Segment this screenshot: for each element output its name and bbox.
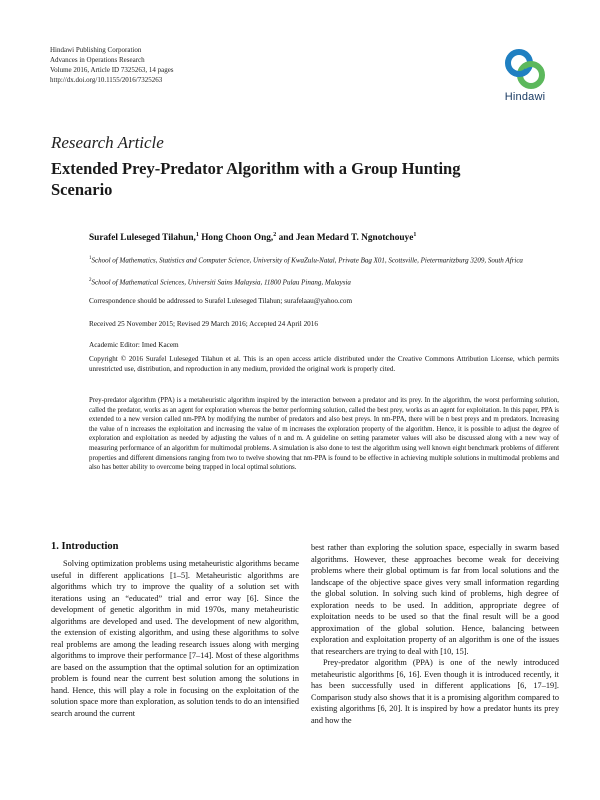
academic-editor: Academic Editor: Imed Kacem [89,341,179,349]
affiliation-mark: 2 [89,278,92,283]
doi-link[interactable]: http://dx.doi.org/10.1155/2016/7325263 [50,76,163,84]
body-paragraph: best rather than exploring the solution space, especially in swarm based algorithms. However, these approaches become weak for deceiving problems where their global optimum is far from local solutions and the landscape of the objective space gives very small information regarding the global solution. In solving such kind of problems, high degree of exploration needs to be used. In addition, appropriate degree of exploitation needs to be used so that the final result will be a good approximation of the global solution. Hence, balancing between exploration and exploitation property of an algorithm is one of the issues that researchers are trying to deal with [10, 15]. [311,543,559,656]
section-heading: 1. Introduction [51,541,119,552]
body-paragraph: Solving optimization problems using metaheuristic algorithms became useful in different applications [1–5]. Metaheuristic algorithms are algorithms which try to improve the quality of a solution set with iterations using an “educated” trial and error way [6]. Since the development of genetic algorithm in mid 1970s, many metaheuristic algorithms are developed and used. The development of new algorithm, the extension of existing algorithm, and using these algorithms to solve real problems are among the leading research issues along with merging algorithms to improve their performance [7–14]. Most of these algorithms are based on the assumption that the optimal solution for an optimization problem is found near the current best solution among the solutions in hand. Hence, this will play a role in focusing on the exploitation of the solution space more than exploration, as solution tends to do an intensified search around the current [51,559,299,718]
correspondence: Correspondence should be addressed to Surafel Luleseged Tilahun; surafelaau@yahoo.com [89,297,353,305]
copyright-notice: Copyright © 2016 Surafel Luleseged Tilahun et al. This is an open access article distributed under the Creative Commons Attribution License, which permits unrestricted use, distribution, and reproduction in any medium, provided the original work is properly cited. [89,355,559,373]
paper-title: Extended Prey-Predator Algorithm with a Group Hunting Scenario [51,159,461,199]
affiliation-text: School of Mathematics, Statistics and Computer Science, University of KwaZulu-Natal, Private Bag X01, Scottsville, Pietermaritzburg 3209, South Africa [91,256,523,265]
hindawi-logo [493,46,557,106]
affiliation [89,276,559,288]
abstract: Prey-predator algorithm (PPA) is a metaheuristic algorithm inspired by the interaction between a predator and its prey. In the algorithm, the worst performing solution, called the predator, works as an agent for exploration whereas the better performing solution, called the best prey, works as an agent for exploitation. In this paper, PPA is extended to a new version called nm-PPA by modifying the number of predators and also best preys. In nm-PPA, there will be n best preys and m predators. Increasing the value of n increases the exploitation and increasing the value of m increases the exploration property of the algorithm. Hence, it is possible to adjust the degree of exploration and exploitation as needed by adjusting the values of n and m. A guideline on setting parameter values will also be discussed along with a new way of measuring performance of an algorithm for multimodal problems. A simulation is also done to test the algorithm using well known eight benchmark problems of different properties and different dimensions ranging from two to twelve showing that nm-PPA is found to be effective in achieving multiple solutions in multimodal problems and also has better ability to overcome being trapped in local optimal solutions. [89,397,559,472]
author-name: and Jean Medard T. Ngnotchouye [278,233,414,244]
publisher-name: Hindawi Publishing Corporation [50,46,142,54]
body-column-left [51,558,299,719]
submission-dates: Received 25 November 2015; Revised 29 March 2016; Accepted 24 April 2016 [89,320,318,328]
author-name: Surafel Luleseged Tilahun, [89,233,196,244]
affiliation [89,254,559,266]
body-column-right [311,542,559,726]
author-affiliation-mark: 1 [413,232,417,238]
hindawi-logo-icon [502,46,548,92]
author-name: Hong Choon Ong, [201,233,274,244]
author-affiliation-mark: 2 [273,232,277,238]
article-type: Research Article [51,133,164,152]
author-affiliation-mark: 1 [195,232,199,238]
volume-info: Volume 2016, Article ID 7325263, 14 pages [50,66,174,74]
affiliation-mark: 1 [89,256,92,261]
author-list [89,232,569,243]
affiliation-text: School of Mathematical Sciences, Universiti Sains Malaysia, 11800 Pulau Pinang, Malaysia [91,278,351,287]
journal-name: Advances in Operations Research [50,56,145,64]
body-paragraph: Prey-predator algorithm (PPA) is one of the newly introduced metaheuristic algorithms [6, 16]. Even though it is introduced recently, it has been successfully used in different applications [6, 17–19]. Comparison study also shows that it is a promising algorithm compared to existing algorithms [6, 20]. It is inspired by how a predator hunts its prey and how the [311,658,559,725]
journal-header [50,45,390,85]
hindawi-logo-text: Hindawi [504,91,546,103]
